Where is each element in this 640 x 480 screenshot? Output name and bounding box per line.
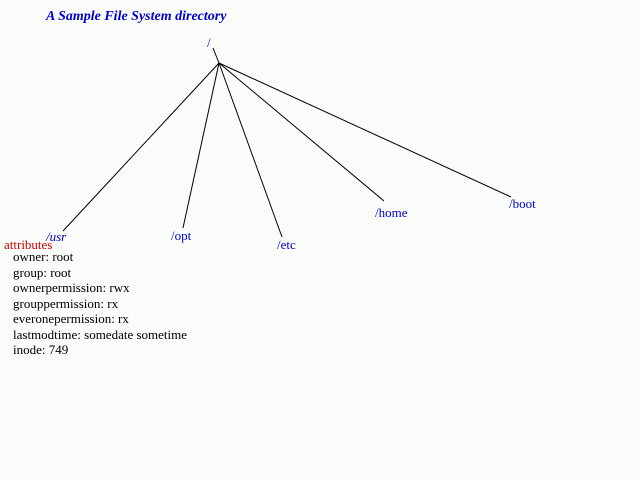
attributes-heading: attributes [4,237,53,252]
tree-node-boot[interactable]: /boot [509,196,536,211]
tree-node-etc[interactable]: /etc [277,237,296,252]
tree-edge-root-stem [213,48,219,63]
attributes-list [13,249,187,358]
tree-node-root[interactable]: / [207,35,211,50]
attribute-row-grouppermission: grouppermission: rx [13,295,119,311]
tree-node-opt[interactable]: /opt [171,228,192,243]
diagram-title: A Sample File System directory [46,9,227,24]
attribute-row-inode: inode: 749 [13,342,69,357]
tree-node-usr[interactable]: /usr [46,229,67,244]
tree-edge-usr [63,63,219,231]
attribute-row-owner: owner: root [13,249,74,264]
attribute-row-group: group: root [13,264,72,280]
tree-node-home[interactable]: /home [375,205,408,220]
attribute-row-lastmodtime: lastmodtime: somedate sometime [13,326,188,342]
attribute-row-ownerpermission: ownerpermission: rwx [13,280,130,295]
attribute-row-everonepermission: everonepermission: rx [13,311,129,326]
tree-edge-boot [219,63,511,197]
tree-edge-opt [183,63,219,228]
